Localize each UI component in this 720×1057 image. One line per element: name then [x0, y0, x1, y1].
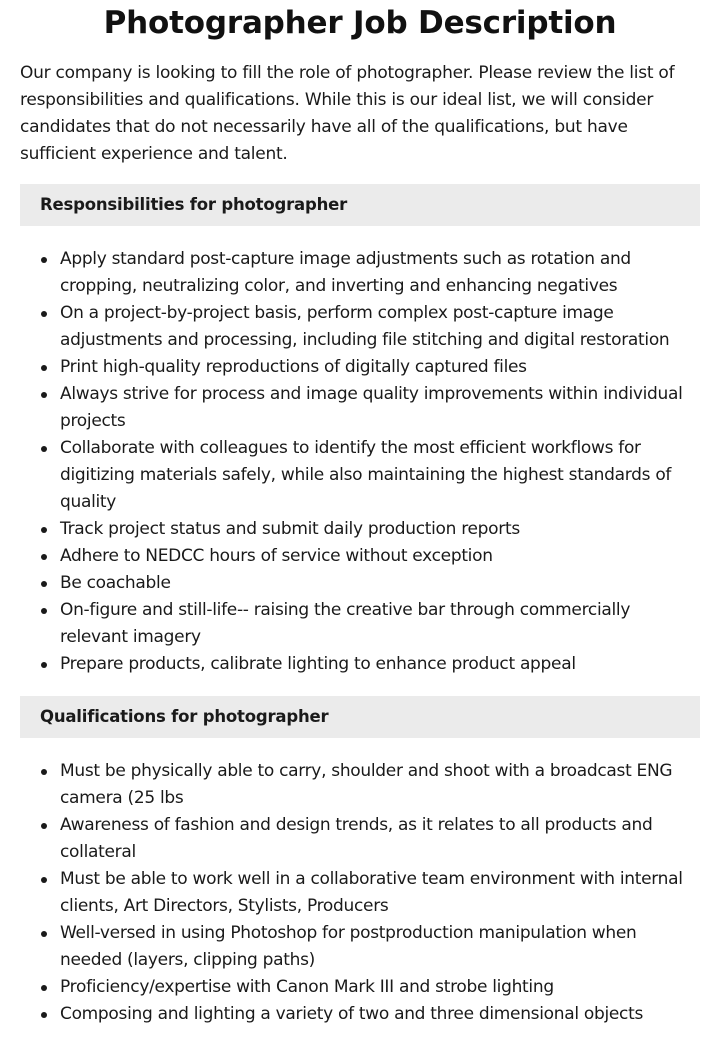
list-item-text: Well-versed in using Photoshop for postproduction manipulation when needed (layers, clipping paths) [60, 923, 637, 970]
responsibilities-list [20, 246, 700, 678]
list-item [20, 516, 700, 543]
list-item [20, 812, 700, 866]
bullet-icon [41, 823, 47, 829]
list-item [20, 435, 700, 516]
list-item-text: On-figure and still-life-- raising the creative bar through commercially relevant imagery [60, 600, 631, 647]
list-item-text: Always strive for process and image quality improvements within individual projects [60, 384, 683, 431]
list-item [20, 354, 700, 381]
bullet-icon [41, 662, 47, 668]
list-item-text: Be coachable [60, 573, 171, 593]
list-item [20, 543, 700, 570]
responsibilities-heading: Responsibilities for photographer [20, 184, 700, 226]
list-item [20, 300, 700, 354]
bullet-icon [41, 527, 47, 533]
list-item-text: Collaborate with colleagues to identify the most efficient workflows for digitizing materials safely, while also maintaining the highest standards of quality [60, 438, 672, 512]
list-item-text: Must be able to work well in a collaborative team environment with internal clients, Art Directors, Stylists, Producers [60, 869, 683, 916]
qualifications-heading: Qualifications for photographer [20, 696, 700, 738]
list-item [20, 246, 700, 300]
bullet-icon [41, 554, 47, 560]
list-item [20, 381, 700, 435]
section-spacer [20, 678, 700, 696]
bullet-icon [41, 365, 47, 371]
list-item-text: Print high-quality reproductions of digitally captured files [60, 357, 527, 377]
list-item-text: On a project-by-project basis, perform complex post-capture image adjustments and processing, including file stitching and digital restoration [60, 303, 670, 350]
list-item-text: Proficiency/expertise with Canon Mark III and strobe lighting [60, 977, 554, 997]
list-item [20, 1001, 700, 1028]
page-title: Photographer Job Description [103, 5, 617, 41]
bullet-icon [41, 257, 47, 263]
list-item-text: Awareness of fashion and design trends, as it relates to all products and collateral [60, 815, 653, 862]
list-item-text: Prepare products, calibrate lighting to enhance product appeal [60, 654, 576, 674]
list-item [20, 758, 700, 812]
bullet-icon [41, 392, 47, 398]
list-item [20, 920, 700, 974]
list-item [20, 974, 700, 1001]
list-item-text: Composing and lighting a variety of two and three dimensional objects [60, 1004, 644, 1024]
list-item-text: Track project status and submit daily production reports [60, 519, 520, 539]
list-item [20, 597, 700, 651]
list-item [20, 570, 700, 597]
bullet-icon [41, 1012, 47, 1018]
list-item-text: Apply standard post-capture image adjustments such as rotation and cropping, neutralizing color, and inverting and enhancing negatives [60, 249, 631, 296]
list-item-text: Adhere to NEDCC hours of service without exception [60, 546, 493, 566]
bullet-icon [41, 931, 47, 937]
bullet-icon [41, 311, 47, 317]
bullet-icon [41, 985, 47, 991]
bullet-icon [41, 581, 47, 587]
list-item-text: Must be physically able to carry, shoulder and shoot with a broadcast ENG camera (25 lbs [60, 761, 673, 808]
bullet-icon [41, 446, 47, 452]
bullet-icon [41, 769, 47, 775]
bullet-icon [41, 877, 47, 883]
bullet-icon [41, 608, 47, 614]
list-item [20, 651, 700, 678]
list-item [20, 866, 700, 920]
intro-paragraph: Our company is looking to fill the role of photographer. Please review the list of responsibilities and qualifications. While this is our ideal list, we will consider candidates that do not necessarily have all of the qualifications, but have sufficient experience and talent. [20, 63, 675, 164]
qualifications-list [20, 758, 700, 1028]
